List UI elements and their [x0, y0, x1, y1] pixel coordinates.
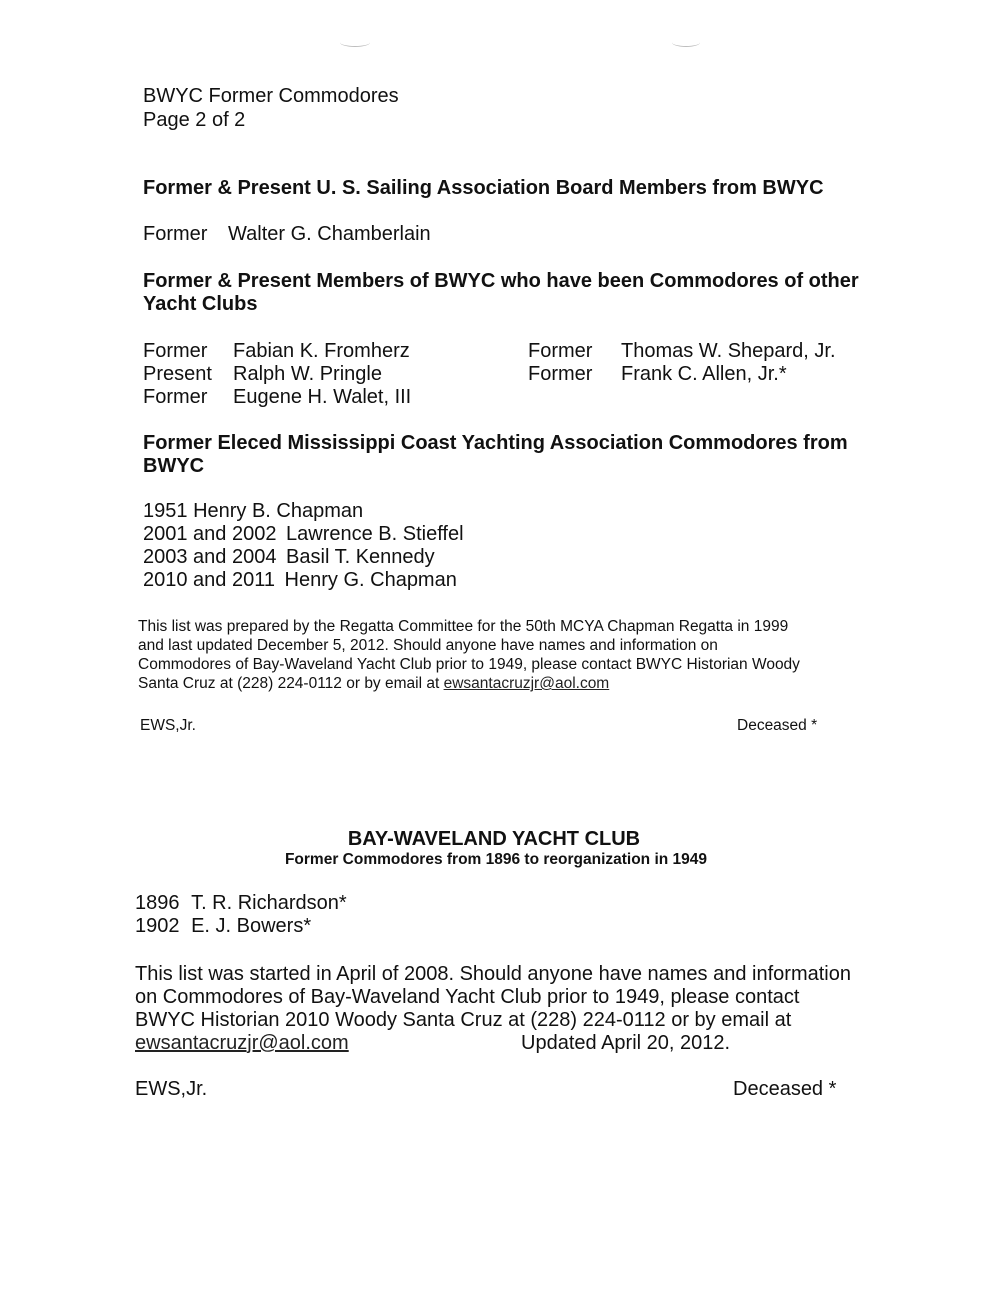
- member-name: Eugene H. Walet, III: [233, 386, 412, 408]
- scan-mark-right: [672, 38, 700, 47]
- club-row: [135, 892, 347, 915]
- mcya-year: 2001 and 2002: [143, 523, 277, 545]
- section-heading-us-sailing: Former & Present U. S. Sailing Association Board Members from BWYC: [143, 177, 824, 199]
- other-clubs-right-statuses: [528, 340, 592, 386]
- deceased-legend: Deceased *: [737, 717, 818, 734]
- club-row: [135, 915, 311, 938]
- mcya-year: 1951: [143, 500, 188, 522]
- club-title: BAY-WAVELAND YACHT CLUB: [347, 828, 641, 850]
- mcya-row: [143, 569, 457, 592]
- mcya-year: 2003 and 2004: [143, 546, 277, 568]
- note-line: [138, 674, 800, 693]
- document-title: BWYC Former Commodores: [143, 85, 399, 107]
- note-line: This list was started in April of 2008. Should anyone have names and information: [135, 963, 851, 985]
- other-clubs-right-names: [621, 340, 836, 386]
- deceased-legend: Deceased *: [733, 1078, 837, 1100]
- mcya-row: [143, 523, 464, 546]
- email-link[interactable]: ewsantacruzjr@aol.com: [135, 1032, 349, 1054]
- member-name: Ralph W. Pringle: [233, 363, 382, 385]
- section-heading-other-clubs: Former & Present Members of BWYC who have been Commodores of other: [143, 270, 859, 292]
- mcya-name: Basil T. Kennedy: [286, 546, 435, 568]
- updated-date: Updated April 20, 2012.: [521, 1032, 731, 1054]
- section-heading-other-clubs-cont: Yacht Clubs: [143, 293, 258, 315]
- member-status: Former: [143, 223, 208, 245]
- note-line-prefix: Santa Cruz at (228) 224-0112 or by email at: [138, 675, 440, 692]
- note-line: BWYC Historian 2010 Woody Santa Cruz at (228) 224-0112 or by email at: [135, 1009, 792, 1031]
- club-year: 1896: [135, 892, 180, 914]
- note-line: Commodores of Bay-Waveland Yacht Club prior to 1949, please contact BWYC Historian Woody: [138, 656, 800, 673]
- note-line: and last updated December 5, 2012. Should anyone have names and information on: [138, 637, 718, 654]
- member-name: Walter G. Chamberlain: [228, 223, 431, 245]
- note-line: This list was prepared by the Regatta Committee for the 50th MCYA Chapman Regatta in 1999: [138, 618, 789, 635]
- member-status: Former: [143, 386, 208, 408]
- member-status: Present: [143, 363, 212, 385]
- note-paragraph: [138, 617, 800, 693]
- member-name: Fabian K. Fromherz: [233, 340, 410, 362]
- member-name: Thomas W. Shepard, Jr.: [621, 340, 836, 362]
- club-name: E. J. Bowers*: [191, 915, 312, 937]
- initials: EWS,Jr.: [140, 717, 196, 734]
- other-clubs-left-names: [233, 340, 411, 409]
- mcya-row: [143, 546, 435, 569]
- mcya-name: Henry B. Chapman: [193, 500, 364, 522]
- member-name: Frank C. Allen, Jr.*: [621, 363, 787, 385]
- initials: EWS,Jr.: [135, 1078, 208, 1100]
- mcya-name: Lawrence B. Stieffel: [286, 523, 464, 545]
- mcya-year: 2010 and 2011: [143, 569, 275, 591]
- member-status: Former: [143, 340, 208, 362]
- club-name: T. R. Richardson*: [191, 892, 347, 914]
- note-paragraph: [135, 963, 851, 1032]
- mcya-row: [143, 500, 363, 523]
- member-status: Former: [528, 340, 593, 362]
- section-heading-mcya: Former Eleced Mississippi Coast Yachting Association Commodores from: [143, 432, 848, 454]
- other-clubs-left-statuses: [143, 340, 212, 409]
- email-link[interactable]: ewsantacruzjr@aol.com: [443, 675, 610, 692]
- note-line: on Commodores of Bay-Waveland Yacht Club prior to 1949, please contact: [135, 986, 800, 1008]
- scan-mark-left: [340, 38, 370, 47]
- club-subtitle: Former Commodores from 1896 to reorganization in 1949: [284, 851, 708, 868]
- club-year: 1902: [135, 915, 180, 937]
- member-status: Former: [528, 363, 593, 385]
- mcya-name: Henry G. Chapman: [284, 569, 457, 591]
- section-heading-mcya-cont: BWYC: [143, 455, 205, 477]
- page-number: Page 2 of 2: [143, 109, 246, 131]
